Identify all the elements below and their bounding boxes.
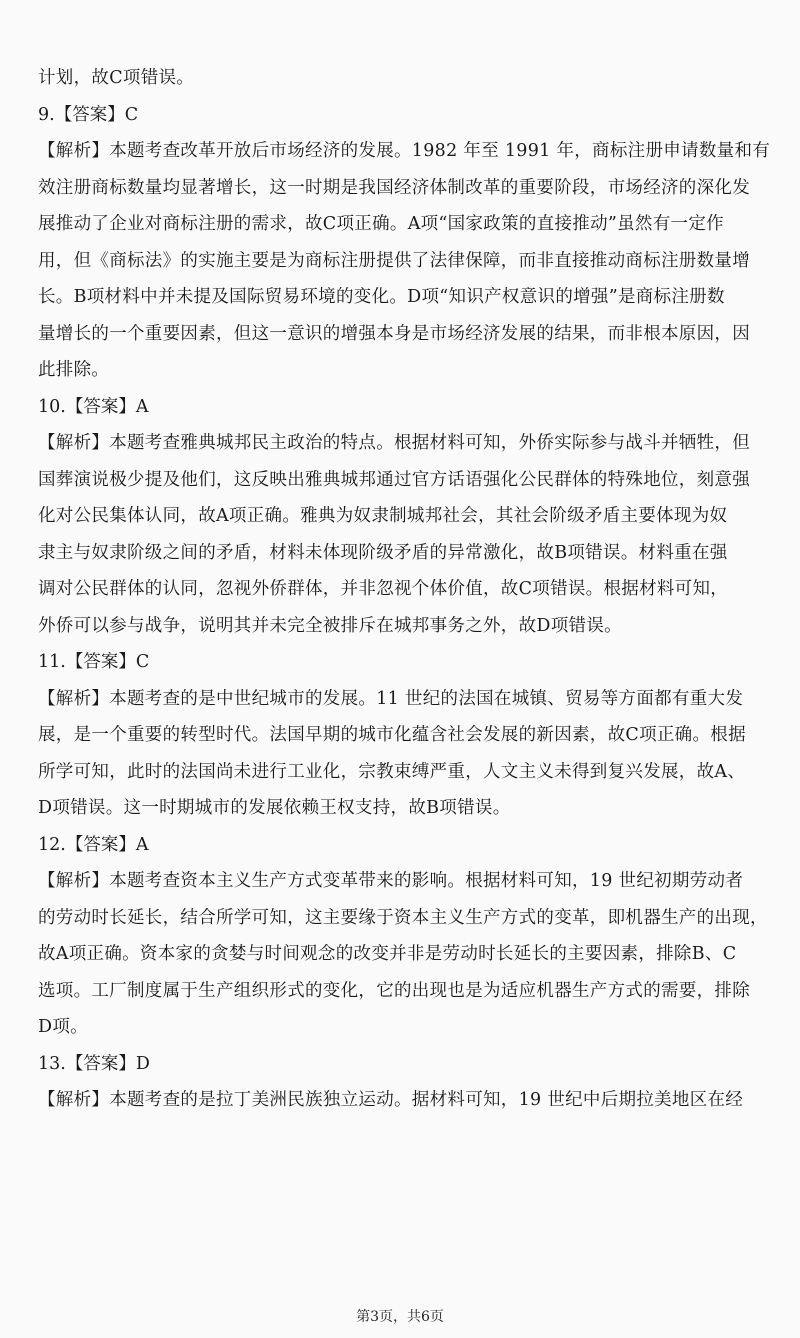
- explanation-line: 用，但《商标法》的实施主要是为商标注册提供了法律保障，而非直接推动商标注册数量增: [38, 250, 750, 271]
- explanation-line: 的劳动时长延长，结合所学可知，这主要缘于资本主义生产方式的变革，即机器生产的出现，: [38, 907, 768, 928]
- answer-block-12: [38, 827, 768, 1046]
- explanation-line: 【解析】本题考查雅典城邦民主政治的特点。根据材料可知，外侨实际参与战斗并牺牲，但: [38, 433, 750, 453]
- explanation-line: 展，是一个重要的转型时代。法国早期的城市化蕴含社会发展的新因素，故C项正确。根据: [38, 725, 746, 745]
- explanation-line: 展推动了企业对商标注册的需求，故C项正确。A项“国家政策的直接推动”虽然有一定作: [38, 214, 724, 234]
- explanation-line: 【解析】本题考查改革开放后市场经济的发展。1982 年至 1991 年，商标注册申请数量和有: [38, 141, 771, 161]
- explanation-line: 故A项正确。资本家的贪婪与时间观念的改变并非是劳动时长延长的主要因素，排除B、C: [38, 944, 737, 964]
- explanation-line: 【解析】本题考查的是拉丁美洲民族独立运动。据材料可知，19 世纪中后期拉美地区在经: [38, 1090, 744, 1110]
- answer-block-11: [38, 644, 744, 827]
- explanation-line: D项。: [38, 1017, 88, 1037]
- explanation-line: 国葬演说极少提及他们，这反映出雅典城邦通过官方话语强化公民群体的特殊地位，刻意强: [38, 469, 750, 490]
- answer-heading: 12.【答案】A: [38, 834, 149, 855]
- explanation-line: 长。B项材料中并未提及国际贸易环境的变化。D项“知识产权意识的增强”是商标注册数: [38, 287, 725, 307]
- continuation-line: 计划，故C项错误。: [38, 68, 195, 88]
- explanation-line: 【解析】本题考查资本主义生产方式变革带来的影响。根据材料可知，19 世纪初期劳动者: [38, 871, 744, 891]
- explanation-line: 调对公民群体的认同，忽视外侨群体，并非忽视个体价值，故C项错误。根据材料可知，: [38, 579, 729, 599]
- explanation-line: 选项。工厂制度属于生产组织形式的变化，它的出现也是为适应机器生产方式的需要，排除: [38, 980, 750, 1001]
- page-number: 第3页，共6页: [356, 1309, 444, 1325]
- answer-block-13: [38, 1046, 744, 1119]
- explanation-line: 效注册商标数量均显著增长，这一时期是我国经济体制改革的重要阶段，市场经济的深化发: [38, 177, 750, 198]
- explanation-line: 隶主与奴隶阶级之间的矛盾，材料未体现阶级矛盾的异常激化，故B项错误。材料重在强: [38, 542, 728, 563]
- explanation-line: 化对公民集体认同，故A项正确。雅典为奴隶制城邦社会，其社会阶级矛盾主要体现为奴: [38, 506, 728, 526]
- explanation-line: 外侨可以参与战争，说明其并未完全被排斥在城邦事务之外，故D项错误。: [38, 615, 622, 636]
- explanation-line: D项错误。这一时期城市的发展依赖王权支持，故B项错误。: [38, 798, 511, 818]
- explanation-line: 此排除。: [38, 360, 110, 380]
- answer-block-9: [38, 97, 771, 389]
- explanation-line: 【解析】本题考查的是中世纪城市的发展。11 世纪的法国在城镇、贸易等方面都有重大发: [38, 688, 744, 709]
- answer-heading: 11.【答案】C: [38, 652, 150, 672]
- answer-block-10: [38, 389, 750, 645]
- explanation-line: 量增长的一个重要因素，但这一意识的增强本身是市场经济发展的结果，而非根本原因，因: [38, 323, 750, 344]
- answer-heading: 10.【答案】A: [38, 396, 149, 417]
- answer-heading: 9.【答案】C: [38, 104, 139, 125]
- answer-heading: 13.【答案】D: [38, 1053, 150, 1074]
- explanation-line: 所学可知，此时的法国尚未进行工业化，宗教束缚严重，人文主义未得到复兴发展，故A、: [38, 761, 746, 782]
